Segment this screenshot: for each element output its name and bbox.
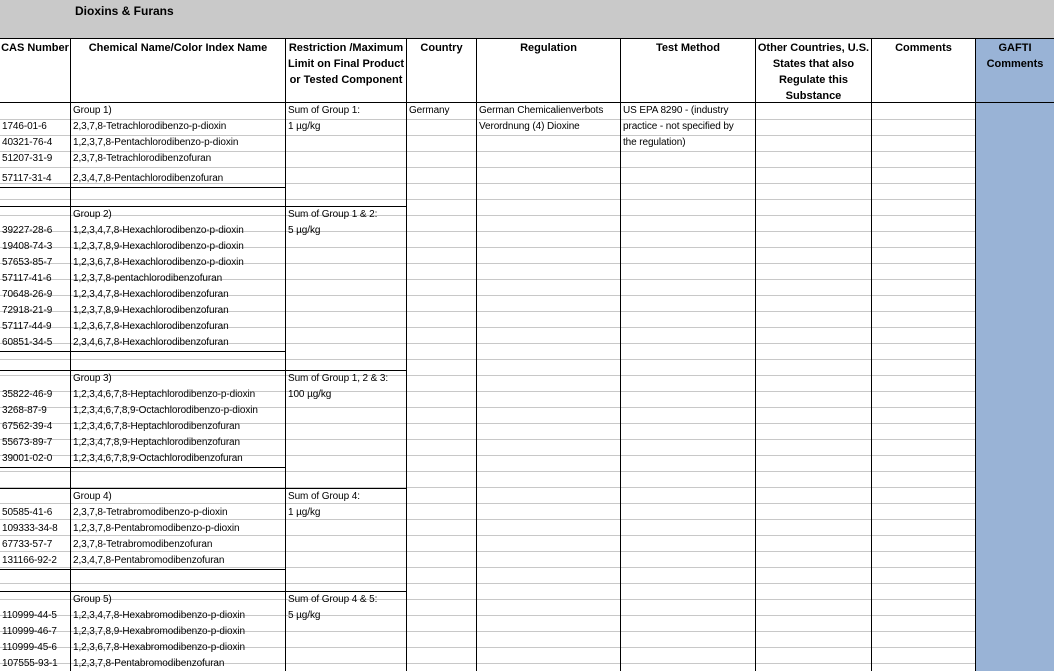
row-gridline <box>0 215 976 216</box>
group-label[interactable]: Group 5) <box>73 594 112 605</box>
header-other-countries[interactable]: Other Countries, U.S. States that also Regulate this Substance <box>756 39 872 103</box>
header-cas-number[interactable]: CAS Number <box>0 39 71 103</box>
group-label[interactable]: Group 3) <box>73 373 112 384</box>
header-gafti-comments[interactable]: GAFTI Comments <box>976 39 1054 103</box>
chemical-name-cell[interactable]: 1,2,3,6,7,8-Hexabromodibenzo-p-dioxin <box>73 642 245 653</box>
group-limit-label[interactable]: Sum of Group 1, 2 & 3: <box>288 373 389 384</box>
chemical-name-cell[interactable]: 2,3,4,7,8-Pentabromodibenzofuran <box>73 555 225 566</box>
group-limit-value[interactable]: 100 µg/kg <box>288 389 332 400</box>
test-method-line2[interactable]: practice - not specified by <box>623 121 734 132</box>
row-gridline <box>0 471 976 472</box>
chemical-name-cell[interactable]: 2,3,7,8-Tetrabromodibenzo-p-dioxin <box>73 507 228 518</box>
test-method-line1[interactable]: US EPA 8290 - (industry <box>623 105 729 116</box>
group-limit-value[interactable]: 5 µg/kg <box>288 225 321 236</box>
group-limit-label[interactable]: Sum of Group 4 & 5: <box>288 594 378 605</box>
cas-number-cell[interactable]: 109333-34-8 <box>2 523 58 534</box>
column-divider <box>285 103 286 671</box>
gafti-column <box>976 103 1054 671</box>
cas-number-cell[interactable]: 110999-45-6 <box>2 642 57 653</box>
row-gridline <box>0 167 976 168</box>
column-divider <box>406 103 407 671</box>
column-divider <box>975 103 976 671</box>
cas-number-cell[interactable]: 35822-46-9 <box>2 389 53 400</box>
column-divider <box>70 103 71 671</box>
cas-number-cell[interactable]: 131166-92-2 <box>2 555 57 566</box>
group-limit-value[interactable]: 5 µg/kg <box>288 610 321 621</box>
row-gridline <box>0 583 976 584</box>
cas-number-cell[interactable]: 39227-28-6 <box>2 225 53 236</box>
row-gridline <box>0 503 976 504</box>
cas-number-cell[interactable]: 57653-85-7 <box>2 257 53 268</box>
regulation-cell-line1[interactable]: German Chemicalienverbots <box>479 105 604 116</box>
cas-number-cell[interactable]: 110999-46-7 <box>2 626 57 637</box>
chemical-name-cell[interactable]: 1,2,3,4,7,8-Hexabromodibenzo-p-dioxin <box>73 610 245 621</box>
group-list-end-line <box>0 467 286 468</box>
row-gridline <box>0 599 976 600</box>
chemical-name-cell[interactable]: 1,2,3,4,6,7,8-Heptachlorodibenzofuran <box>73 421 240 432</box>
cas-number-cell[interactable]: 40321-76-4 <box>2 137 53 148</box>
column-divider <box>755 103 756 671</box>
group-divider <box>0 488 407 489</box>
cas-number-cell[interactable]: 110999-44-5 <box>2 610 57 621</box>
cas-number-cell[interactable]: 57117-31-4 <box>2 173 52 184</box>
cas-number-cell[interactable]: 67733-57-7 <box>2 539 53 550</box>
header-restriction[interactable]: Restriction /Maximum Limit on Final Product or Tested Component <box>286 39 407 103</box>
header-regulation[interactable]: Regulation <box>477 39 621 103</box>
chemical-name-cell[interactable]: 2,3,7,8-Tetrachlorodibenzo-p-dioxin <box>73 121 227 132</box>
chemical-name-cell[interactable]: 2,3,7,8-Tetrachlorodibenzofuran <box>73 153 212 164</box>
cas-number-cell[interactable]: 55673-89-7 <box>2 437 53 448</box>
chemical-name-cell[interactable]: 1,2,3,7,8,9-Hexachlorodibenzo-p-dioxin <box>73 241 244 252</box>
group-label[interactable]: Group 4) <box>73 491 112 502</box>
chemical-name-cell[interactable]: 1,2,3,4,6,7,8-Heptachlorodibenzo-p-dioxin <box>73 389 256 400</box>
cas-number-cell[interactable]: 72918-21-9 <box>2 305 53 316</box>
header-country[interactable]: Country <box>407 39 477 103</box>
group-limit-label[interactable]: Sum of Group 4: <box>288 491 360 502</box>
column-divider <box>476 103 477 671</box>
cas-number-cell[interactable]: 39001-02-0 <box>2 453 53 464</box>
chemical-name-cell[interactable]: 1,2,3,4,6,7,8,9-Octachlorodibenzo-p-dioxin <box>73 405 258 416</box>
regulation-cell-line2[interactable]: Verordnung (4) Dioxine <box>479 121 580 132</box>
header-comments[interactable]: Comments <box>872 39 976 103</box>
group-limit-label[interactable]: Sum of Group 1: <box>288 105 360 116</box>
test-method-line3[interactable]: the regulation) <box>623 137 686 148</box>
cas-number-cell[interactable]: 67562-39-4 <box>2 421 53 432</box>
cas-number-cell[interactable]: 60851-34-5 <box>2 337 53 348</box>
column-divider <box>871 103 872 671</box>
chemical-name-cell[interactable]: 1,2,3,4,7,8-Hexachlorodibenzofuran <box>73 289 229 300</box>
cas-number-cell[interactable]: 1746-01-6 <box>2 121 47 132</box>
group-divider <box>0 591 407 592</box>
group-limit-value[interactable]: 1 µg/kg <box>288 507 321 518</box>
chemical-name-cell[interactable]: 1,2,3,4,6,7,8,9-Octachlorodibenzofuran <box>73 453 243 464</box>
sheet-title: Dioxins & Furans <box>75 4 174 18</box>
chemical-name-cell[interactable]: 1,2,3,7,8,9-Hexabromodibenzo-p-dioxin <box>73 626 245 637</box>
cas-number-cell[interactable]: 19408-74-3 <box>2 241 53 252</box>
chemical-name-cell[interactable]: 1,2,3,4,7,8-Hexachlorodibenzo-p-dioxin <box>73 225 244 236</box>
chemical-name-cell[interactable]: 2,3,7,8-Tetrabromodibenzofuran <box>73 539 213 550</box>
chemical-name-cell[interactable]: 1,2,3,7,8-Pentabromodibenzo-p-dioxin <box>73 523 240 534</box>
chemical-name-cell[interactable]: 1,2,3,7,8-pentachlorodibenzofuran <box>73 273 223 284</box>
header-chemical-name[interactable]: Chemical Name/Color Index Name <box>71 39 286 103</box>
chemical-name-cell[interactable]: 1,2,3,7,8,9-Hexachlorodibenzofuran <box>73 305 229 316</box>
cas-number-cell[interactable]: 57117-44-9 <box>2 321 52 332</box>
group-divider <box>0 206 407 207</box>
chemical-name-cell[interactable]: 2,3,4,7,8-Pentachlorodibenzofuran <box>73 173 224 184</box>
cas-number-cell[interactable]: 70648-26-9 <box>2 289 53 300</box>
column-divider <box>620 103 621 671</box>
group-divider <box>0 370 407 371</box>
group-limit-value[interactable]: 1 µg/kg <box>288 121 321 132</box>
group-list-end-line <box>0 569 286 570</box>
row-gridline <box>0 375 976 376</box>
group-limit-label[interactable]: Sum of Group 1 & 2: <box>288 209 378 220</box>
cas-number-cell[interactable]: 50585-41-6 <box>2 507 53 518</box>
cas-number-cell[interactable]: 57117-41-6 <box>2 273 52 284</box>
cas-number-cell[interactable]: 107555-93-1 <box>2 658 58 669</box>
chemical-name-cell[interactable]: 1,2,3,7,8-Pentabromodibenzofuran <box>73 658 225 669</box>
chemical-name-cell[interactable]: 1,2,3,6,7,8-Hexachlorodibenzofuran <box>73 321 229 332</box>
header-test-method[interactable]: Test Method <box>621 39 756 103</box>
title-band <box>0 0 1054 39</box>
chemical-name-cell[interactable]: 1,2,3,7,8-Pentachlorodibenzo-p-dioxin <box>73 137 239 148</box>
group-label[interactable]: Group 2) <box>73 209 112 220</box>
row-gridline <box>0 199 976 200</box>
cas-number-cell[interactable]: 3268-87-9 <box>2 405 47 416</box>
group-label[interactable]: Group 1) <box>73 105 112 116</box>
group-list-end-line <box>0 187 286 188</box>
chemical-name-cell[interactable]: 1,2,3,4,7,8,9-Heptachlorodibenzofuran <box>73 437 240 448</box>
cas-number-cell[interactable]: 51207-31-9 <box>2 153 53 164</box>
chemical-name-cell[interactable]: 1,2,3,6,7,8-Hexachlorodibenzo-p-dioxin <box>73 257 244 268</box>
country-cell[interactable]: Germany <box>409 105 450 116</box>
row-gridline <box>0 359 976 360</box>
group-list-end-line <box>0 351 286 352</box>
chemical-name-cell[interactable]: 2,3,4,6,7,8-Hexachlorodibenzofuran <box>73 337 229 348</box>
